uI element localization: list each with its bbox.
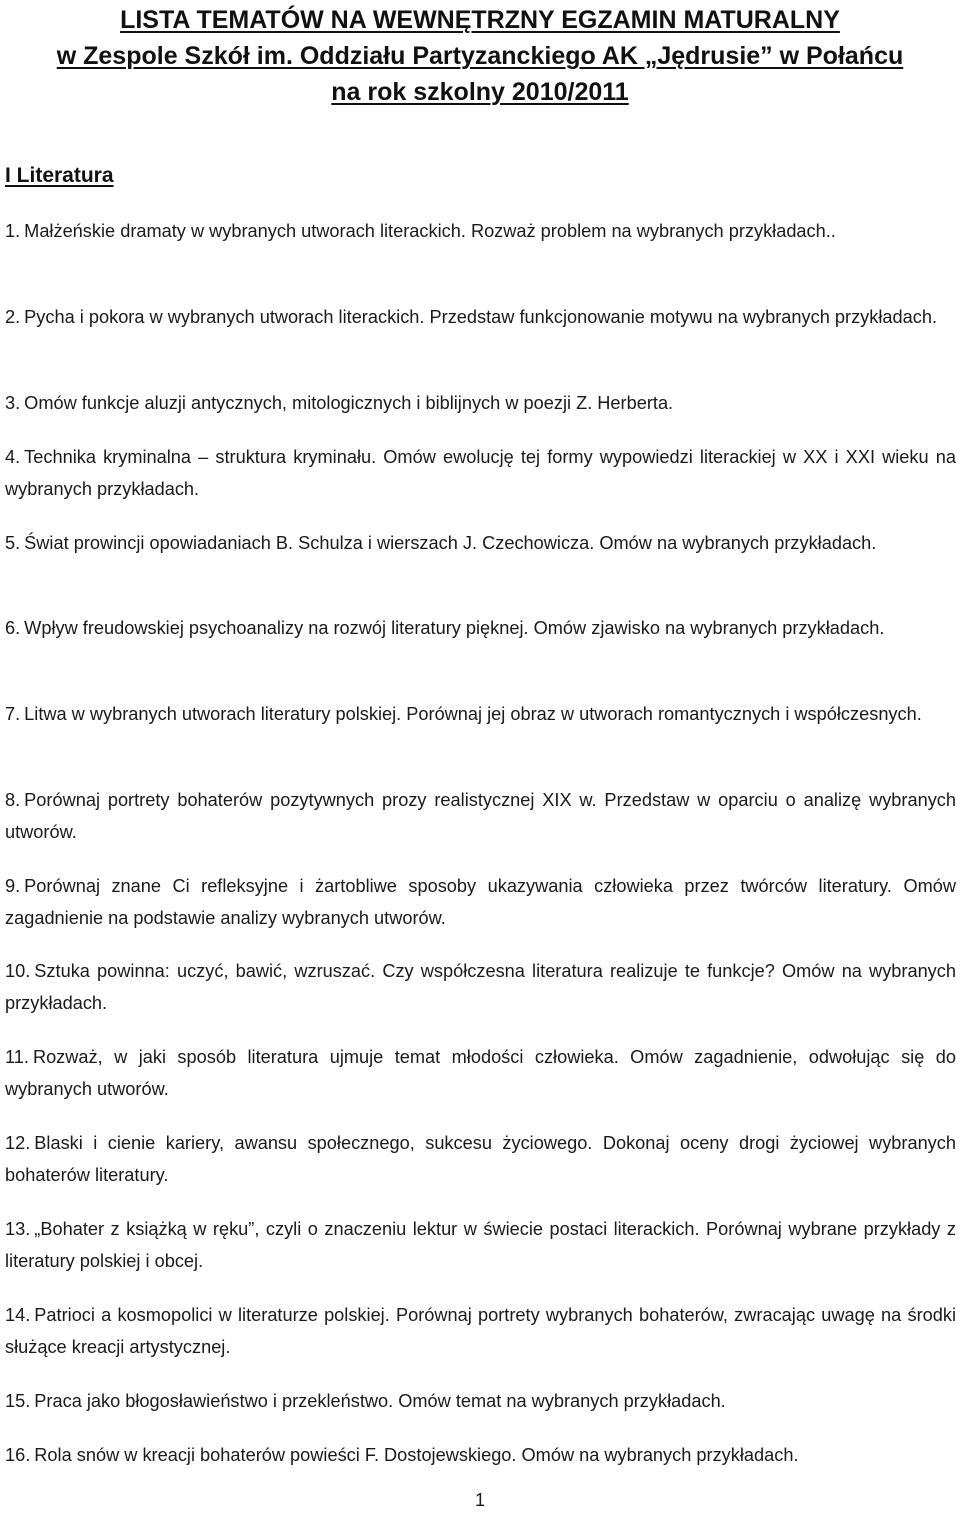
topic-item-2 <box>5 301 956 333</box>
topic-text: Rozważ, w jaki sposób literatura ujmuje temat młodości człowieka. Omów zagadnienie, odwołując się do wybranych utworów. <box>5 1047 956 1099</box>
topic-number: 1. <box>5 221 21 241</box>
title-line-3: na rok szkolny 2010/2011 <box>331 78 629 106</box>
topic-item-15 <box>5 1385 956 1417</box>
topic-number: 4. <box>5 447 21 467</box>
topic-item-4 <box>5 441 956 505</box>
topic-item-7 <box>5 698 956 730</box>
topic-text: Omów funkcje aluzji antycznych, mitologicznych i biblijnych w poezji Z. Herberta. <box>24 393 674 413</box>
topic-number: 5. <box>5 533 21 553</box>
topic-number: 10. <box>5 961 31 981</box>
topic-text: Wpływ freudowskiej psychoanalizy na rozwój literatury pięknej. Omów zjawisko na wybranych przykładach. <box>24 618 885 638</box>
topic-text: Małżeńskie dramaty w wybranych utworach literackich. Rozważ problem na wybranych przykładach.. <box>24 221 836 241</box>
topic-item-10 <box>5 955 956 1019</box>
topic-text: Świat prowincji opowiadaniach B. Schulza i wierszach J. Czechowicza. Omów na wybranych przykładach. <box>24 533 877 553</box>
topic-item-3 <box>5 387 956 419</box>
topic-item-11 <box>5 1041 956 1105</box>
topic-number: 6. <box>5 618 21 638</box>
topic-item-5 <box>5 527 956 559</box>
topic-number: 2. <box>5 307 21 327</box>
topic-item-16 <box>5 1439 956 1471</box>
topic-number: 7. <box>5 704 21 724</box>
topic-item-9 <box>5 870 956 934</box>
topic-text: Blaski i cienie kariery, awansu społecznego, sukcesu życiowego. Dokonaj oceny drogi życiowej wybranych bohaterów literatury. <box>5 1133 956 1185</box>
topic-number: 12. <box>5 1133 31 1153</box>
topic-text: Technika kryminalna – struktura kryminału. Omów ewolucję tej formy wypowiedzi literackiej w XX i XXI wieku na wybranych przykładach. <box>5 447 956 499</box>
topic-text: Porównaj znane Ci refleksyjne i żartobliwe sposoby ukazywania człowieka przez twórców literatury. Omów zagadnienie na podstawie analizy wybranych utworów. <box>5 876 956 928</box>
topic-item-13 <box>5 1213 956 1277</box>
topic-number: 8. <box>5 790 21 810</box>
topic-number: 16. <box>5 1445 31 1465</box>
topic-text: Rola snów w kreacji bohaterów powieści F. Dostojewskiego. Omów na wybranych przykładach. <box>34 1445 799 1465</box>
topic-text: Sztuka powinna: uczyć, bawić, wzruszać. Czy współczesna literatura realizuje te funkcje? Omów na wybranych przykładach. <box>5 961 956 1013</box>
topic-item-8 <box>5 784 956 848</box>
topic-number: 13. <box>5 1219 31 1239</box>
topic-item-6 <box>5 612 956 644</box>
topic-text: Praca jako błogosławieństwo i przekleństwo. Omów temat na wybranych przykładach. <box>34 1391 726 1411</box>
topic-number: 9. <box>5 876 21 896</box>
document-title <box>0 2 960 110</box>
topic-item-12 <box>5 1127 956 1191</box>
topic-number: 3. <box>5 393 21 413</box>
topic-item-1 <box>5 215 956 247</box>
topic-text: Litwa w wybranych utworach literatury polskiej. Porównaj jej obraz w utworach romantycznych i współczesnych. <box>24 704 922 724</box>
page-number: 1 <box>474 1490 485 1510</box>
topic-text: Patrioci a kosmopolici w literaturze polskiej. Porównaj portrety wybranych bohaterów, zwracając uwagę na środki służące kreacji artystycznej. <box>5 1305 956 1357</box>
topic-number: 15. <box>5 1391 31 1411</box>
topic-text: Pycha i pokora w wybranych utworach literackich. Przedstaw funkcjonowanie motywu na wybranych przykładach. <box>24 307 937 327</box>
section-heading: I Literatura <box>5 164 114 187</box>
topic-text: „Bohater z książką w ręku”, czyli o znaczeniu lektur w świecie postaci literackich. Porównaj wybrane przykłady z literatury polskiej i obcej. <box>5 1219 956 1271</box>
topic-text: Porównaj portrety bohaterów pozytywnych prozy realistycznej XIX w. Przedstaw w oparciu o analizę wybranych utworów. <box>5 790 956 842</box>
topic-item-14 <box>5 1299 956 1363</box>
topic-number: 14. <box>5 1305 31 1325</box>
title-line-1: LISTA TEMATÓW NA WEWNĘTRZNY EGZAMIN MATURALNY <box>120 6 840 34</box>
title-line-2: w Zespole Szkół im. Oddziału Partyzanckiego AK „Jędrusie” w Połańcu <box>56 42 904 70</box>
topic-number: 11. <box>5 1047 29 1067</box>
